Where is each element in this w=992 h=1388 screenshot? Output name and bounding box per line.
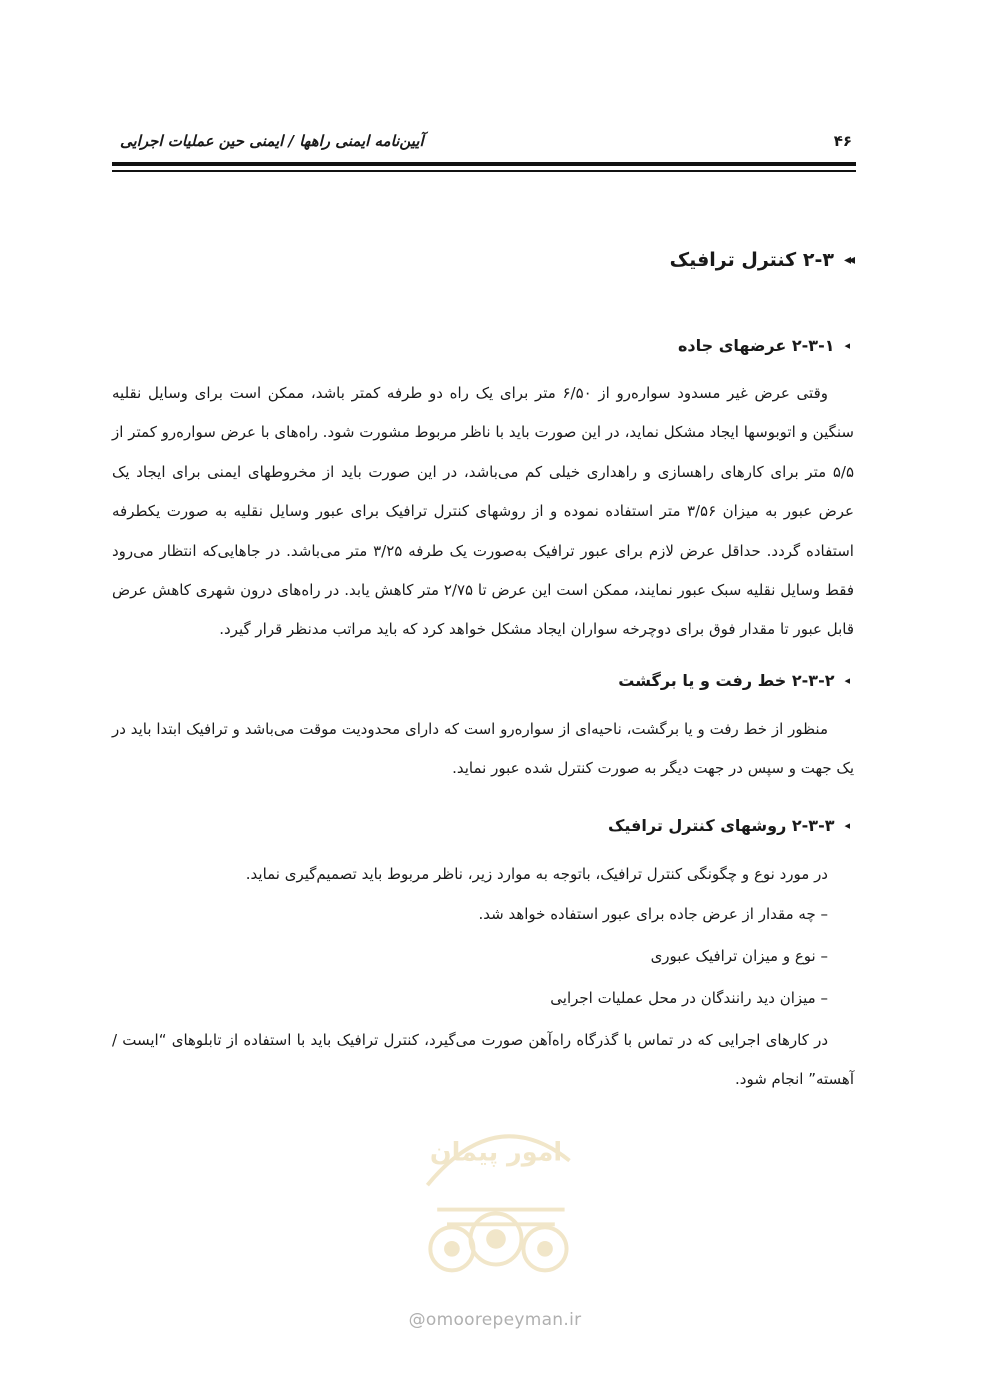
page-content [112,240,854,1099]
running-header [112,128,856,162]
subsection-title: ۲-۳-۱ عرضهای جاده [677,335,835,355]
body-paragraph: در کارهای اجرایی که در تماس با گذرگاه راه‌آهن صورت می‌گیرد، کنترل ترافیک باید با استفاده از تابلوهای “ایست / آهسته” انجام شود. [112,1030,854,1088]
body-paragraph: در مورد نوع و چگونگی کنترل ترافیک، باتوجه به موارد زیر، ناظر مربوط باید تصمیم‌گیری نماید. [245,864,828,883]
watermark-logo-text: امور پیمان [429,1137,563,1168]
list-item: – چه مقدار از عرض جاده برای عبور استفاده خواهد شد. [478,904,828,923]
list-item: – میزان دید رانندگان در محل عملیات اجرایی [550,988,828,1007]
triangle-icon: ◂ [844,338,850,352]
double-triangle-icon: ◂◂ [843,252,852,268]
triangle-icon: ◂ [844,674,850,688]
subsection-title: ۲-۳-۲ خط رفت و یا برگشت [618,671,835,691]
subsection-title: ۲-۳-۳ روشهای کنترل ترافیک [608,816,835,836]
body-paragraph: وقتی عرض غیر مسدود سواره‌رو از ۶/۵۰ متر برای یک راه دو طرفه کمتر باشد، ممکن است برای وسایل نقلیه سنگین و اتوبوسها ایجاد مشکل نماید، در این صورت باید با ناظر مربوط مشورت شود. راه‌های با عرض سواره‌رو کمتر از ۵/۵ متر برای کارهای راهسازی و راهداری خیلی کم می‌باشد، در این صورت باید از مخروطهای ایمنی برای ایجاد یک عرض عبور به میزان ۳/۵۶ متر استفاده نموده و از روشهای کنترل ترافیک برای عبور وسایل نقلیه به صورت یکطرفه استفاده گردد. حداقل عرض لازم برای عبور ترافیک به‌صورت یک طرفه ۳/۲۵ متر می‌باشد. در جاهایی‌که انتظار می‌رود فقط وسایل نقلیه سبک عبور نمایند، ممکن است این عرض تا ۲/۷۵ متر کاهش یابد. در راه‌های درون شهری کاهش عرض قابل عبور تا مقدار فوق برای دوچرخه سواران ایجاد مشکل خواهد کرد که باید مراتب مدنظر قرار گیرد. [112,384,854,639]
page-number: ۴۶ [833,132,852,150]
header-rule-thick [112,162,856,166]
subsection-heading [112,330,854,360]
header-rule-thin [112,170,856,172]
triangle-icon: ◂ [844,819,850,833]
list-item: – نوع و میزان ترافیک عبوری [650,946,828,965]
body-paragraph: منظور از خط رفت و یا برگشت، ناحیه‌ای از سواره‌رو است که دارای محدودیت موقت می‌باشد و ترافیک ابتدا باید در یک جهت و سپس در جهت دیگر به صورت کنترل شده عبور نماید. [112,719,854,778]
watermark-logo [398,1092,594,1288]
section-heading [112,240,854,280]
section-title: ۲-۳ کنترل ترافیک [669,249,834,271]
subsection-heading [112,666,854,696]
watermark-site: @omoorepeyman.ir [408,1310,582,1330]
subsection-heading [112,811,854,841]
header-title: آیین‌نامه ایمنی راهها / ایمنی حین عملیات اجرایی [120,132,424,150]
